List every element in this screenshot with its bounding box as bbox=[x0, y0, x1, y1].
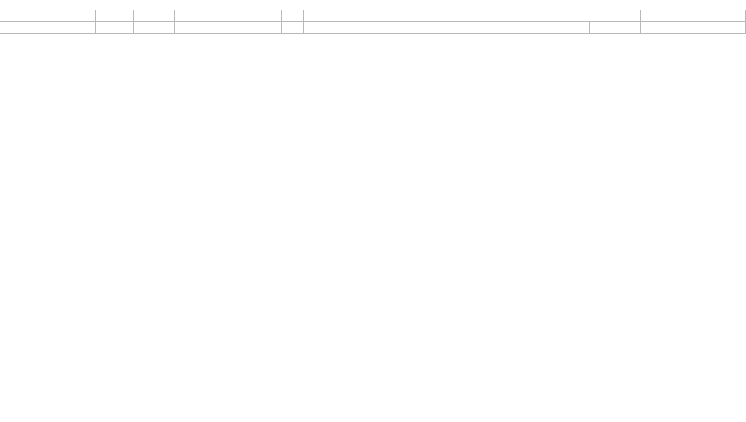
header-league[interactable] bbox=[96, 22, 134, 34]
cell[interactable] bbox=[175, 10, 282, 22]
column-header-strip bbox=[0, 0, 746, 6]
cell[interactable] bbox=[134, 10, 175, 22]
header-ha[interactable] bbox=[282, 22, 304, 34]
header-div[interactable] bbox=[134, 22, 175, 34]
header-ground[interactable] bbox=[304, 22, 590, 34]
notice-text[interactable] bbox=[304, 10, 641, 22]
header-date[interactable] bbox=[0, 22, 96, 34]
header-row bbox=[0, 22, 746, 34]
cell[interactable] bbox=[282, 10, 304, 22]
cell[interactable] bbox=[0, 10, 96, 22]
header-umpire[interactable] bbox=[641, 22, 746, 34]
cell[interactable] bbox=[641, 10, 746, 22]
cell[interactable] bbox=[96, 10, 134, 22]
header-opposition[interactable] bbox=[175, 22, 282, 34]
notice-row bbox=[0, 10, 746, 22]
header-start-time[interactable] bbox=[590, 22, 641, 34]
